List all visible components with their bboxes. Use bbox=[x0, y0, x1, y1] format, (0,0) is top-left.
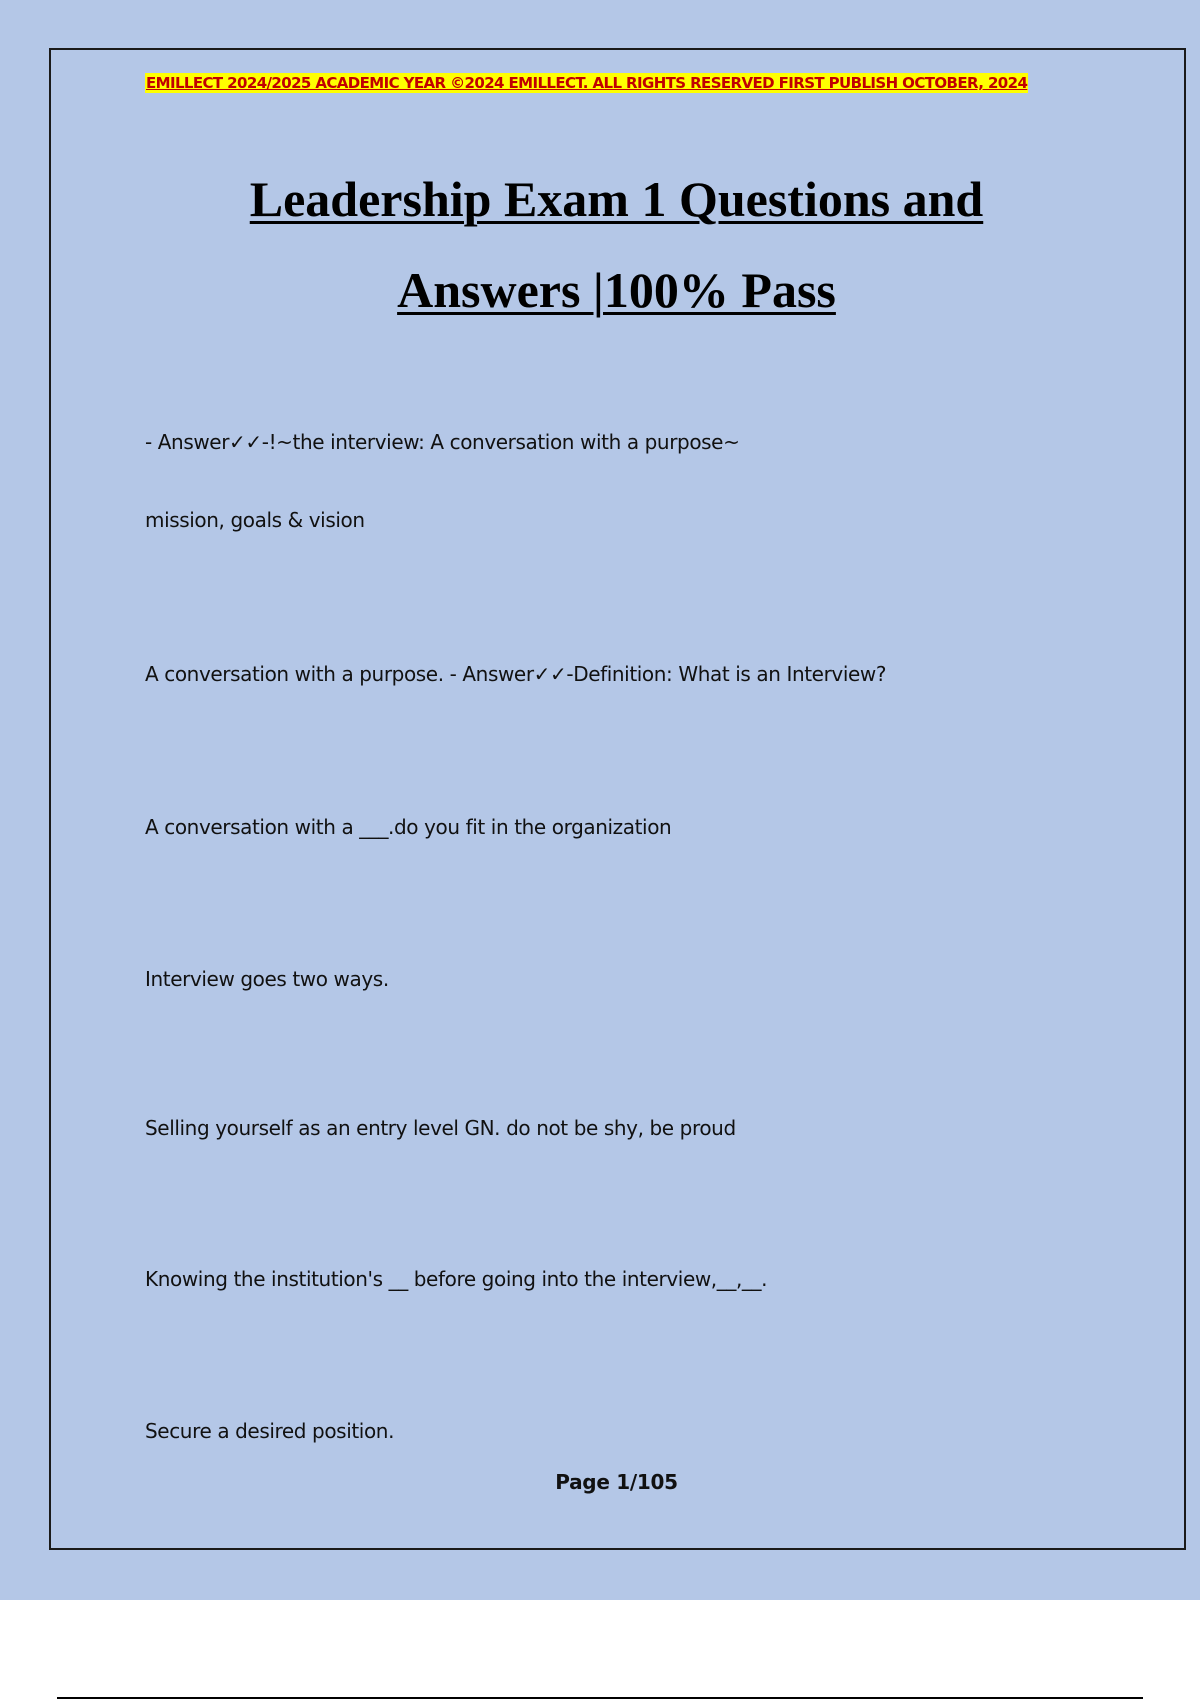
qa-entry-7: Knowing the institution's __ before going into the interview,__,__. bbox=[145, 1267, 768, 1291]
copyright-banner: EMILLECT 2024/2025 ACADEMIC YEAR ©2024 EMILLECT. ALL RIGHTS RESERVED FIRST PUBLISH OCTOBER, 2024 bbox=[146, 74, 1028, 92]
page-number: Page 1/105 bbox=[555, 1470, 678, 1494]
bottom-divider bbox=[57, 1697, 1143, 1699]
qa-entry-4: A conversation with a ___.do you fit in the organization bbox=[145, 815, 672, 839]
qa-entry-3: A conversation with a purpose. - Answer✓✓-Definition: What is an Interview? bbox=[145, 662, 887, 686]
qa-entry-2: mission, goals & vision bbox=[145, 508, 365, 532]
document-title-line-1: Leadership Exam 1 Questions and bbox=[249, 171, 984, 227]
qa-entry-8: Secure a desired position. bbox=[145, 1419, 395, 1443]
document-title-line-2: Answers |100% Pass bbox=[397, 262, 836, 318]
qa-entry-1: - Answer✓✓-!~the interview: A conversation with a purpose~ bbox=[145, 430, 740, 454]
qa-entry-5: Interview goes two ways. bbox=[145, 967, 389, 991]
qa-entry-6: Selling yourself as an entry level GN. do not be shy, be proud bbox=[145, 1116, 736, 1140]
